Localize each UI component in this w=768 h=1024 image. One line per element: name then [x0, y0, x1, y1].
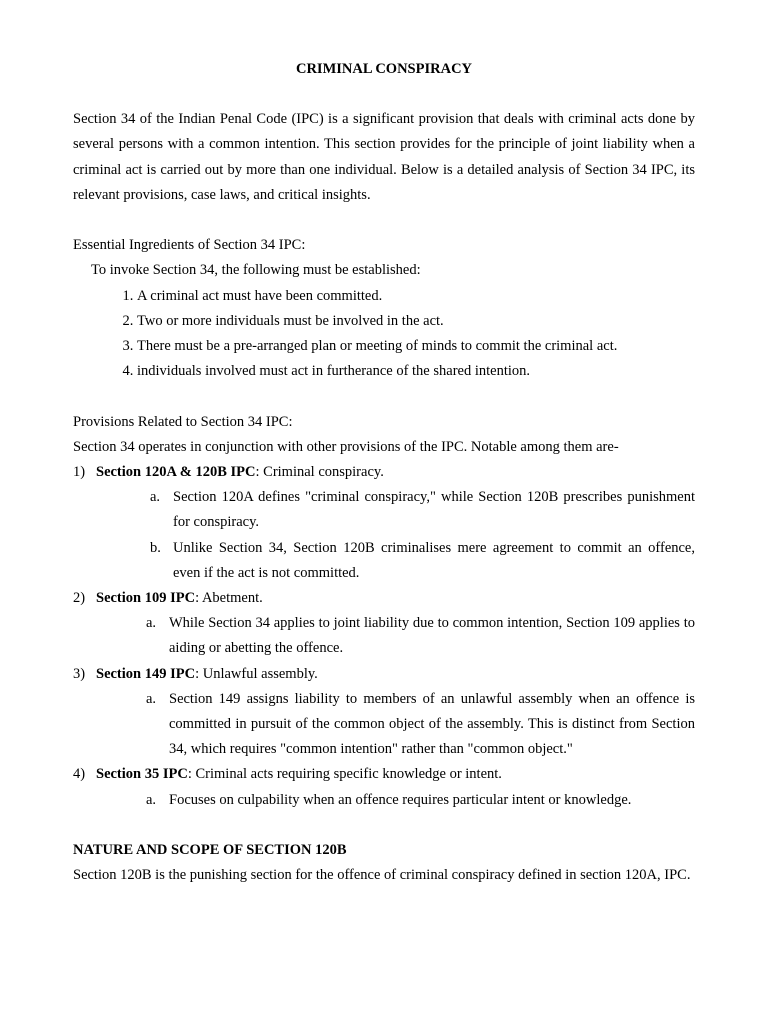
provision-desc: : Abetment. [195, 590, 263, 607]
spacer [73, 208, 695, 233]
provision-entry [73, 662, 695, 687]
nature-heading: NATURE AND SCOPE OF SECTION 120B [73, 842, 347, 859]
provision-desc: : Unlawful assembly. [195, 665, 318, 682]
list-item: 3. There must be a pre-arranged plan or meeting of minds to commit the criminal act. [137, 334, 695, 359]
provision-number: 2) [73, 590, 86, 607]
sub-text: Unlike Section 34, Section 120B criminalises mere agreement to commit an offence, even if the act is not committed. [173, 539, 695, 581]
provision-entry [73, 460, 695, 485]
provisions-lead: Section 34 operates in conjunction with other provisions of the IPC. Notable among them are- [73, 438, 619, 455]
provision-entry [73, 762, 695, 787]
sub-text: While Section 34 applies to joint liability due to common intention, Section 109 applies to aiding or abetting the offence. [169, 615, 695, 657]
provision-number: 3) [73, 665, 86, 682]
sub-item [73, 611, 695, 661]
sub-text: Section 149 assigns liability to members of an unlawful assembly when an offence is committed in pursuit of the common object of the assembly. This is distinct from Section 34, which requires "common intention" rather than "common object." [169, 690, 695, 758]
sub-letter: a. [146, 690, 157, 707]
sub-letter: b. [150, 539, 161, 556]
ingredients-heading: Essential Ingredients of Section 34 IPC: [73, 237, 306, 254]
provision-title: Section 109 IPC [96, 590, 196, 607]
provision-desc: : Criminal conspiracy. [255, 464, 384, 481]
sub-letter: a. [146, 615, 157, 632]
document-title: CRIMINAL CONSPIRACY [295, 61, 473, 77]
sub-item [73, 485, 695, 535]
provision-title: Section 120A & 120B IPC [96, 464, 256, 481]
nature-paragraph: Section 120B is the punishing section for the offence of criminal conspiracy defined in section 120A, IPC. [73, 867, 691, 884]
ingredients-lead: To invoke Section 34, the following must be established: [91, 262, 421, 279]
provision-title: Section 35 IPC [96, 766, 188, 783]
list-item: 4. individuals involved must act in furtherance of the shared intention. [137, 359, 695, 384]
sub-item [73, 536, 695, 586]
ingredients-list [73, 284, 695, 385]
sub-text: Focuses on culpability when an offence requires particular intent or knowledge. [169, 791, 632, 808]
list-item: 2. Two or more individuals must be involved in the act. [137, 309, 695, 334]
intro-paragraph: Section 34 of the Indian Penal Code (IPC) is a significant provision that deals with criminal acts done by several persons with a common intention. This section provides for the principle of joint liability when a criminal act is carried out by more than one individual. Below is a detailed analysis of Section 34 IPC, its relevant provisions, case laws, and critical insights. [73, 111, 695, 203]
sub-letter: a. [146, 791, 157, 808]
spacer [73, 813, 695, 838]
document-page [73, 57, 695, 888]
list-item: 1. A criminal act must have been committed. [137, 284, 695, 309]
sub-letter: a. [150, 489, 161, 506]
spacer [73, 384, 695, 409]
sub-item [73, 788, 695, 813]
sub-text: Section 120A defines "criminal conspiracy," while Section 120B prescribes punishment for conspiracy. [173, 489, 695, 531]
sub-item [73, 687, 695, 763]
provision-title: Section 149 IPC [96, 665, 196, 682]
provision-desc: : Criminal acts requiring specific knowledge or intent. [187, 766, 502, 783]
provision-number: 1) [73, 464, 86, 481]
provision-number: 4) [73, 766, 86, 783]
provision-entry [73, 586, 695, 611]
provisions-heading: Provisions Related to Section 34 IPC: [73, 413, 293, 430]
